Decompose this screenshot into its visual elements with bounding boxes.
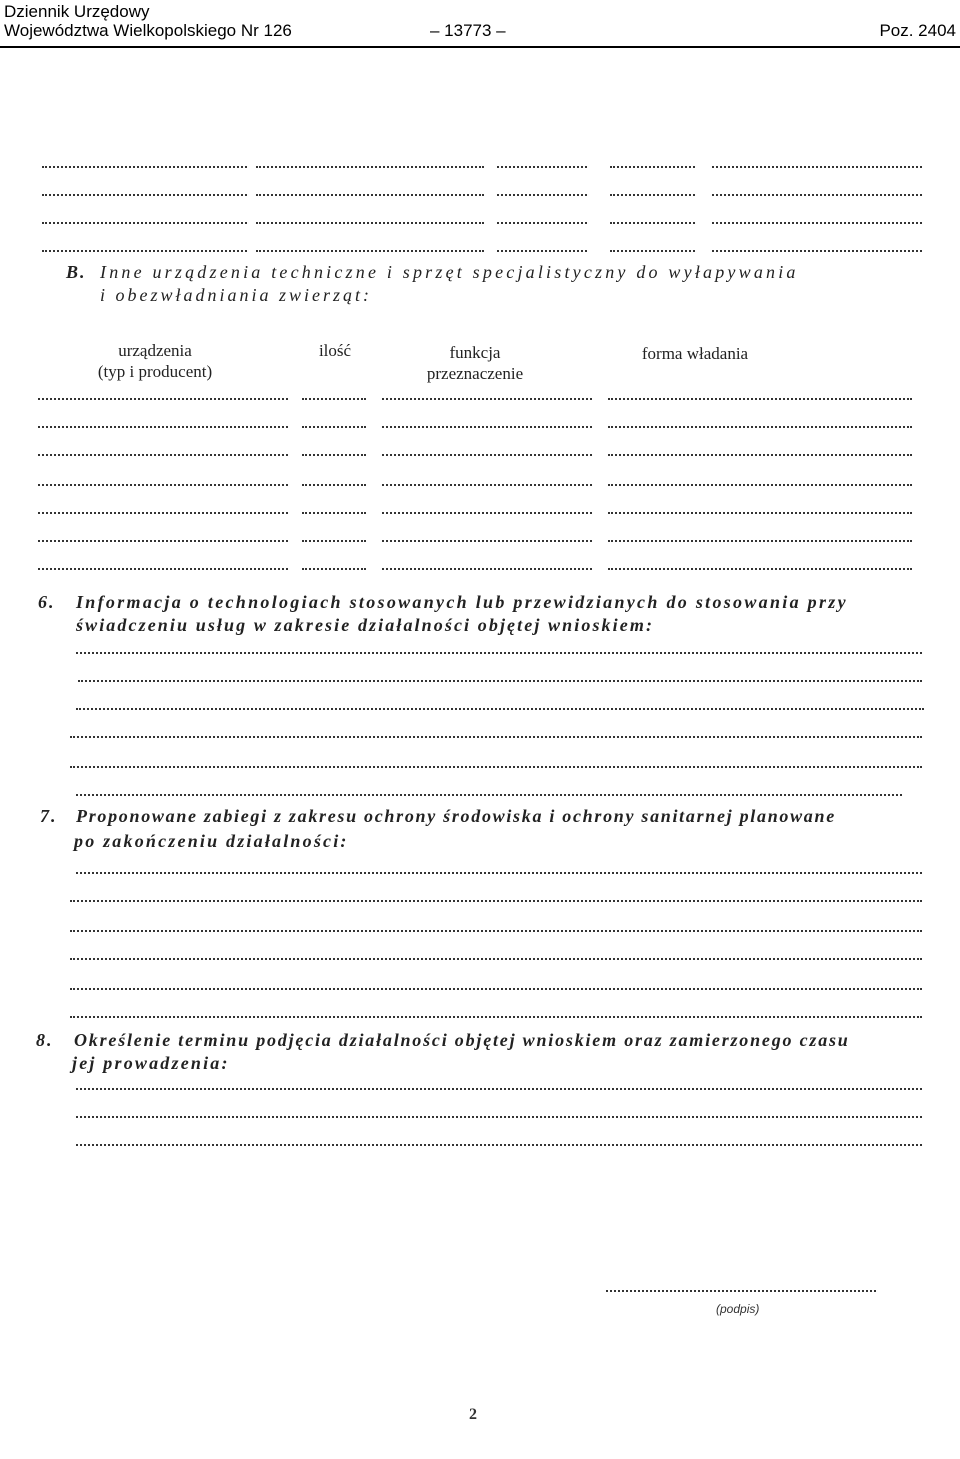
fill-line[interactable] [38,540,288,542]
section-8-title-line2: jej prowadzenia: [72,1053,230,1073]
fill-line[interactable] [76,872,922,874]
fill-line[interactable] [302,454,366,456]
fill-line[interactable] [610,194,695,196]
column-header-quantity: ilość [318,341,352,360]
fill-line[interactable] [42,166,247,168]
fill-line[interactable] [608,540,912,542]
fill-line[interactable] [42,250,247,252]
fill-line[interactable] [42,194,247,196]
fill-line[interactable] [302,540,366,542]
fill-line[interactable] [382,484,592,486]
fill-line[interactable] [382,454,592,456]
fill-line[interactable] [608,454,912,456]
document-header [0,0,960,48]
fill-line[interactable] [608,568,912,570]
fill-line[interactable] [70,766,922,768]
fill-line[interactable] [712,222,922,224]
column-header-ownership: forma władania [641,344,749,363]
fill-line[interactable] [38,454,288,456]
fill-line[interactable] [38,484,288,486]
fill-line[interactable] [78,680,922,682]
fill-line[interactable] [256,194,484,196]
section-7-title-line2: po zakończeniu działalności: [74,831,349,851]
fill-line[interactable] [76,1116,922,1118]
fill-line[interactable] [70,736,922,738]
fill-line[interactable] [382,426,592,428]
fill-line[interactable] [610,222,695,224]
fill-line[interactable] [610,166,695,168]
fill-line[interactable] [608,398,912,400]
fill-line[interactable] [712,166,922,168]
column-header-device [70,340,240,382]
fill-line[interactable] [497,222,587,224]
fill-line[interactable] [610,250,695,252]
section-b-title-line2: i obezwładniania zwierząt: [100,285,373,305]
fill-line[interactable] [302,568,366,570]
column-header-function [405,342,545,384]
fill-line[interactable] [382,568,592,570]
fill-line[interactable] [302,512,366,514]
fill-line[interactable] [70,1016,922,1018]
fill-line[interactable] [76,794,902,796]
section-6-title-line1: Informacja o technologiach stosowanych lub przewidzianych do stosowania przy [76,592,848,612]
fill-line[interactable] [70,930,922,932]
fill-line[interactable] [382,398,592,400]
fill-line[interactable] [38,426,288,428]
fill-line[interactable] [497,250,587,252]
fill-line[interactable] [42,222,247,224]
journal-title: Dziennik Urzędowy [4,2,150,21]
fill-line[interactable] [256,222,484,224]
column-header-function-line1: funkcja [449,343,501,362]
position-number: Poz. 2404 [879,21,956,40]
fill-line[interactable] [70,988,922,990]
fill-line[interactable] [608,484,912,486]
fill-line[interactable] [76,1144,922,1146]
signature-line[interactable] [606,1290,876,1292]
fill-line[interactable] [256,250,484,252]
fill-line[interactable] [256,166,484,168]
page-number: – 13773 – [430,21,506,40]
fill-line[interactable] [38,398,288,400]
section-8-label: 8. [36,1030,54,1050]
section-8-title-line1: Określenie terminu podjęcia działalności objętej wnioskiem oraz zamierzonego czasu [74,1030,850,1050]
fill-line[interactable] [76,708,924,710]
fill-line[interactable] [302,426,366,428]
fill-line[interactable] [302,398,366,400]
footer-page-number: 2 [469,1406,477,1423]
column-header-function-line2: przeznaczenie [426,364,524,383]
fill-line[interactable] [70,900,922,902]
fill-line[interactable] [497,166,587,168]
fill-line[interactable] [76,652,922,654]
section-b-title-line1: Inne urządzenia techniczne i sprzęt specjalistyczny do wyłapywania [100,262,799,282]
fill-line[interactable] [76,1088,922,1090]
fill-line[interactable] [712,194,922,196]
section-7-title-line1: Proponowane zabiegi z zakresu ochrony środowiska i ochrony sanitarnej planowane [76,806,836,826]
fill-line[interactable] [497,194,587,196]
section-b-label: B. [66,262,87,282]
fill-line[interactable] [382,512,592,514]
fill-line[interactable] [608,426,912,428]
fill-line[interactable] [70,958,922,960]
fill-line[interactable] [608,512,912,514]
section-6-title-line2: świadczeniu usług w zakresie działalności objętej wnioskiem: [76,615,655,635]
fill-line[interactable] [712,250,922,252]
fill-line[interactable] [38,512,288,514]
fill-line[interactable] [382,540,592,542]
fill-line[interactable] [302,484,366,486]
journal-subtitle: Województwa Wielkopolskiego Nr 126 [4,21,292,40]
signature-label: (podpis) [716,1302,760,1316]
column-header-device-line1: urządzenia [118,341,192,360]
column-header-device-line2: (typ i producent) [97,362,213,381]
section-6-label: 6. [38,592,56,612]
fill-line[interactable] [38,568,288,570]
section-7-label: 7. [40,806,58,826]
